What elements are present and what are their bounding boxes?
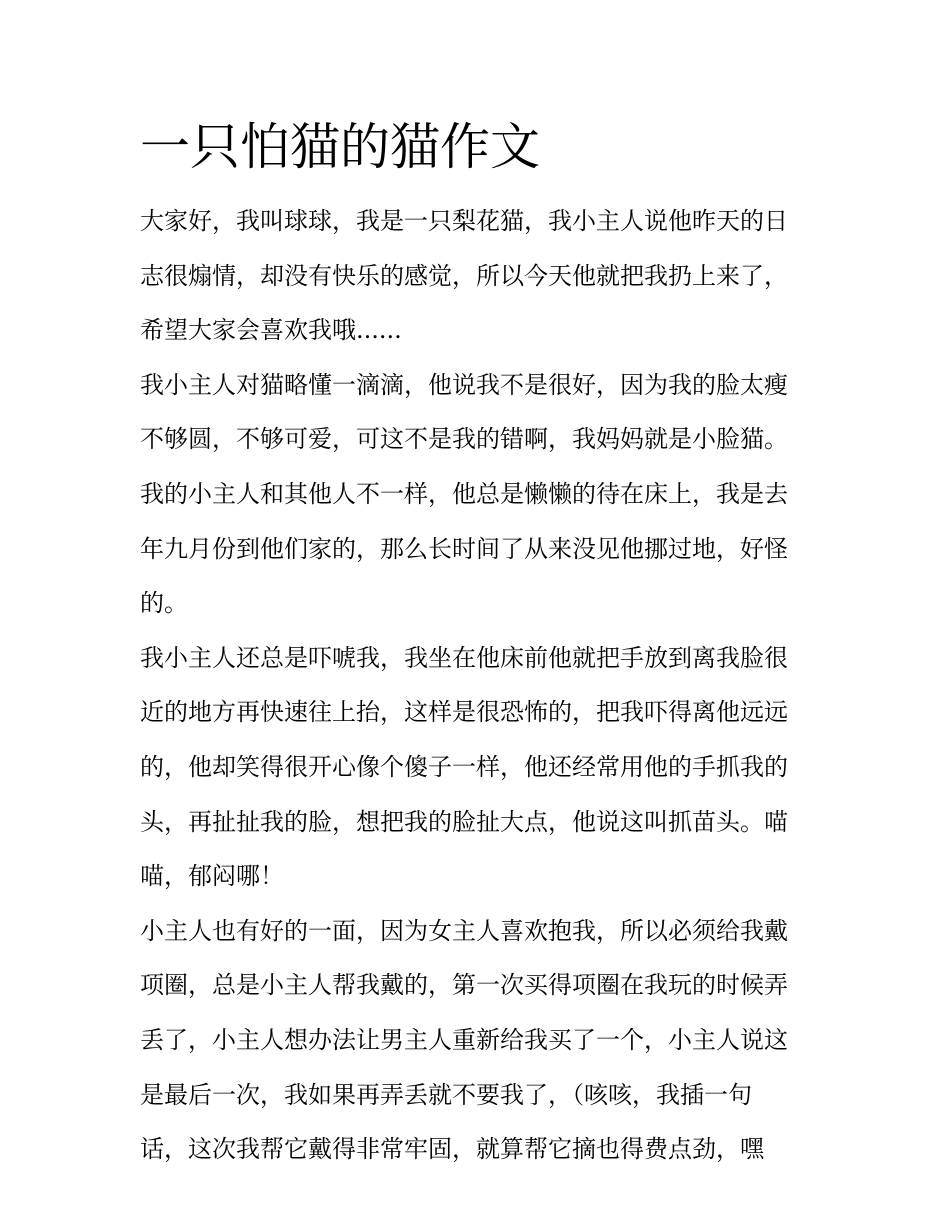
body-text-line: 是最后一次，我如果再弄丢就不要我了，（咳咳，我插一句 <box>140 1081 752 1109</box>
body-text-line: 近的地方再快速往上抬，这样是很恐怖的，把我吓得离他远远 <box>140 698 788 726</box>
body-text-line: 话，这次我帮它戴得非常牢固，就算帮它摘也得费点劲，嘿 <box>140 1135 764 1163</box>
body-text-line: 小主人也有好的一面，因为女主人喜欢抱我，所以必须给我戴 <box>140 917 788 945</box>
body-text-line: 的，他却笑得很开心像个傻子一样，他还经常用他的手抓我的 <box>140 753 788 781</box>
body-text-line: 不够圆，不够可爱，可这不是我的错啊，我妈妈就是小脸猫。 <box>140 425 788 453</box>
body-text-line: 我小主人对猫略懂一滴滴，他说我不是很好，因为我的脸太瘦 <box>140 371 788 399</box>
body-text-line: 的。 <box>140 589 188 617</box>
body-text-line: 项圈，总是小主人帮我戴的，第一次买得项圈在我玩的时候弄 <box>140 971 788 999</box>
body-text-line: 大家好，我叫球球，我是一只梨花猫，我小主人说他昨天的日 <box>140 207 788 235</box>
body-text-line: 丢了，小主人想办法让男主人重新给我买了一个，小主人说这 <box>140 1026 788 1054</box>
body-text-line: 年九月份到他们家的，那么长时间了从来没见他挪过地，好怪 <box>140 535 788 563</box>
body-text-line: 喵，郁闷哪！ <box>140 862 284 890</box>
body-text-line: 头，再扯扯我的脸，想把我的脸扯大点，他说这叫抓苗头。喵 <box>140 808 788 836</box>
body-text-line: 我的小主人和其他人不一样，他总是懒懒的待在床上，我是去 <box>140 480 788 508</box>
body-text-line: 我小主人还总是吓唬我，我坐在他床前他就把手放到离我脸很 <box>140 644 788 672</box>
document-title: 一只怕猫的猫作文 <box>140 118 540 176</box>
body-text-line: 希望大家会喜欢我哦...... <box>140 316 402 344</box>
body-text-line: 志很煽情，却没有快乐的感觉，所以今天他就把我扔上来了， <box>140 262 788 290</box>
